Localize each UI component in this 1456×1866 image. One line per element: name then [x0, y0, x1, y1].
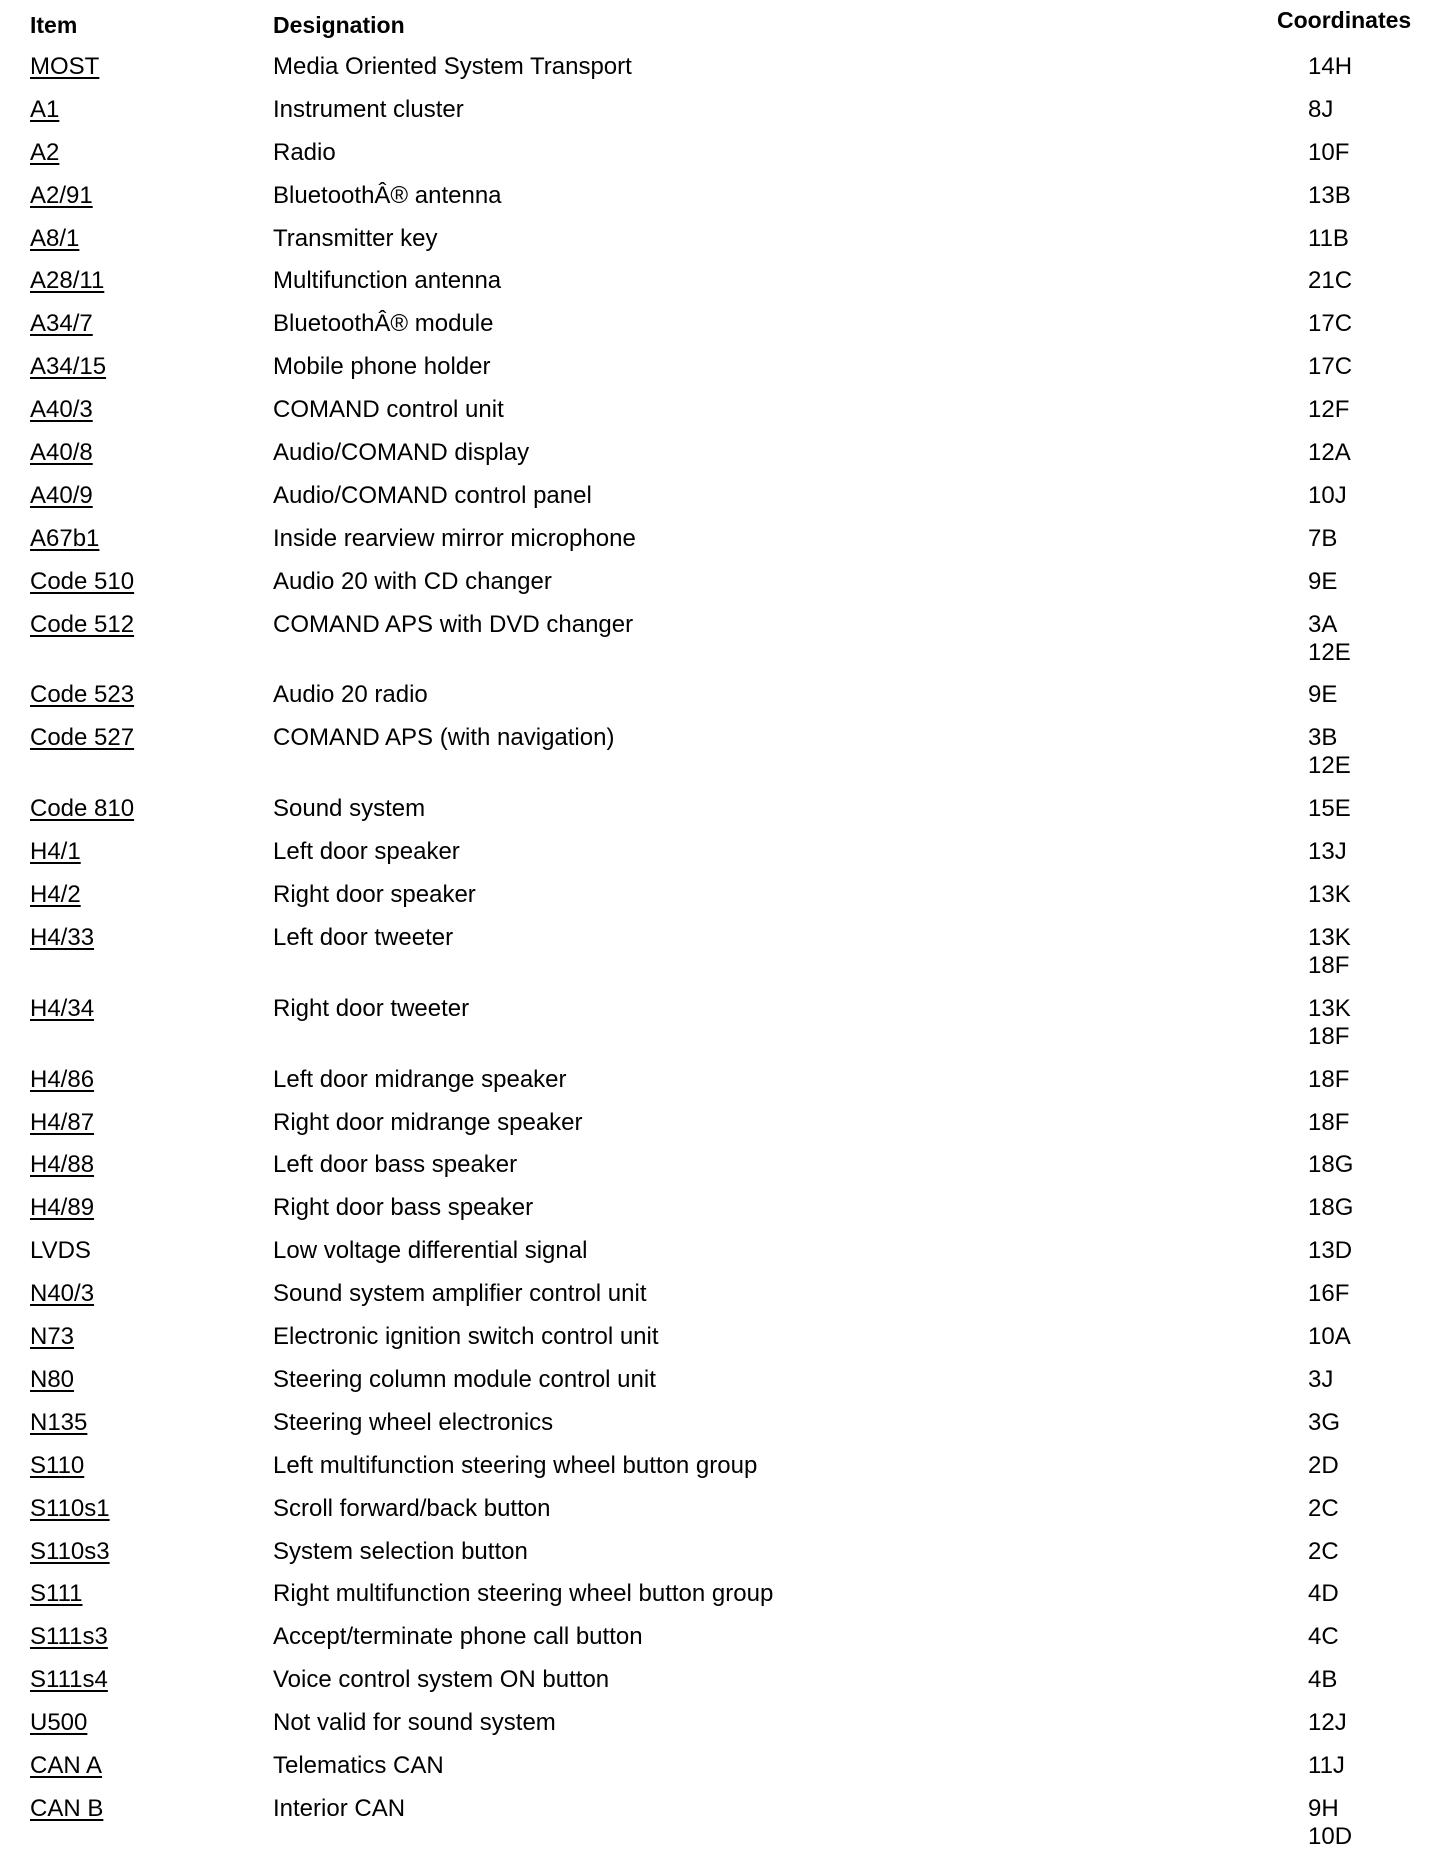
coordinates-cell: [1308, 1452, 1339, 1480]
coordinate-value: 4D: [1308, 1580, 1339, 1608]
coordinates-cell: [1308, 681, 1337, 709]
coordinate-value: 12J: [1308, 1709, 1347, 1737]
coordinate-value: 12E: [1308, 638, 1351, 666]
coordinate-value: 18F: [1308, 1108, 1350, 1136]
coordinates-cell: [1308, 1666, 1337, 1694]
coordinate-value: 12A: [1308, 439, 1351, 467]
coordinates-cell: [1308, 310, 1352, 338]
designation-text: Interior CAN: [273, 1794, 406, 1822]
coordinates-cell: [1308, 1151, 1353, 1179]
coordinates-cell: [1308, 924, 1351, 980]
designation-text: Right door bass speaker: [273, 1194, 534, 1222]
table-row: [0, 439, 1456, 482]
coordinate-value: 3G: [1308, 1408, 1341, 1436]
item-link[interactable]: A1: [30, 95, 60, 123]
table-row: [0, 1237, 1456, 1280]
designation-text: Left multifunction steering wheel button group: [273, 1451, 758, 1479]
coordinate-value: 12E: [1308, 752, 1351, 780]
table-row: [0, 1538, 1456, 1581]
coordinate-value: 18F: [1308, 1065, 1350, 1093]
item-link[interactable]: A8/1: [30, 224, 80, 252]
coordinates-cell: [1308, 611, 1351, 667]
coordinate-value: 13K: [1308, 881, 1351, 909]
item-link[interactable]: N73: [30, 1323, 75, 1351]
table-row: [0, 96, 1456, 139]
designation-text: Right multifunction steering wheel button group: [273, 1580, 774, 1608]
coordinate-value: 21C: [1308, 267, 1353, 295]
table-row: [0, 1795, 1456, 1866]
coordinates-cell: [1308, 1194, 1353, 1222]
coordinate-value: 10J: [1308, 481, 1347, 509]
designation-text: Low voltage differential signal: [273, 1237, 588, 1265]
item-link[interactable]: N40/3: [30, 1280, 95, 1308]
coordinate-value: 18G: [1308, 1151, 1354, 1179]
item-link[interactable]: S111s3: [30, 1623, 108, 1651]
item-link[interactable]: N80: [30, 1365, 75, 1393]
designation-text: Steering wheel electronics: [273, 1408, 554, 1436]
coordinate-value: 9E: [1308, 681, 1338, 709]
item-link[interactable]: Code 510: [30, 567, 135, 595]
table-row: [0, 525, 1456, 568]
designation-text: Transmitter key: [273, 224, 438, 252]
designation-text: System selection button: [273, 1537, 528, 1565]
item-link[interactable]: H4/89: [30, 1194, 95, 1222]
coordinates-cell: [1308, 1323, 1351, 1351]
designation-text: Right door tweeter: [273, 994, 470, 1022]
coordinate-value: 2C: [1308, 1494, 1339, 1522]
designation-text: Scroll forward/back button: [273, 1494, 551, 1522]
table-row: [0, 1366, 1456, 1409]
item-link[interactable]: A28/11: [30, 267, 105, 295]
coordinate-value: 13J: [1308, 838, 1347, 866]
item-link[interactable]: N135: [30, 1408, 88, 1436]
coordinates-cell: [1308, 1409, 1340, 1437]
coordinates-cell: [1308, 139, 1349, 167]
coordinates-cell: [1308, 1623, 1339, 1651]
item-link[interactable]: A2/91: [30, 181, 93, 209]
item-link[interactable]: A34/15: [30, 353, 107, 381]
coordinate-value: 10D: [1308, 1822, 1353, 1850]
designation-text: Left door tweeter: [273, 923, 454, 951]
coordinates-cell: [1308, 1066, 1349, 1094]
coordinate-value: 8J: [1308, 95, 1334, 123]
coordinates-cell: [1308, 1538, 1339, 1566]
designation-text: Audio/COMAND control panel: [273, 481, 592, 509]
coordinates-cell: [1308, 724, 1351, 780]
designation-text: Instrument cluster: [273, 95, 464, 123]
designation-text: Accept/terminate phone call button: [273, 1623, 643, 1651]
coordinates-cell: [1308, 838, 1347, 866]
table-row: [0, 182, 1456, 225]
designation-text: Left door midrange speaker: [273, 1065, 567, 1093]
coordinate-value: 4C: [1308, 1623, 1339, 1651]
table-row: [0, 267, 1456, 310]
table-row: [0, 1666, 1456, 1709]
coordinate-value: 4B: [1308, 1666, 1338, 1694]
item-link[interactable]: A40/3: [30, 396, 93, 424]
coordinate-value: 13K: [1308, 994, 1351, 1022]
item-link[interactable]: S110s3: [30, 1537, 110, 1565]
designation-text: Right door midrange speaker: [273, 1108, 583, 1136]
coordinates-cell: [1308, 1237, 1352, 1265]
coordinate-value: 9E: [1308, 567, 1338, 595]
coordinate-value: 15E: [1308, 795, 1351, 823]
designation-text: Audio 20 with CD changer: [273, 567, 552, 595]
designation-text: BluetoothÂ® module: [273, 310, 494, 338]
table-row: [0, 482, 1456, 525]
coordinate-value: 13D: [1308, 1237, 1353, 1265]
item-link[interactable]: Code 512: [30, 610, 135, 638]
table-row: [0, 1151, 1456, 1194]
table-row: [0, 1066, 1456, 1109]
coordinates-cell: [1308, 396, 1349, 424]
item-link[interactable]: S111: [30, 1580, 83, 1608]
item-link[interactable]: H4/88: [30, 1151, 95, 1179]
table-row: [0, 1452, 1456, 1495]
item-link[interactable]: A2: [30, 138, 60, 166]
legend-table-body: [0, 53, 1456, 1866]
table-row: [0, 1752, 1456, 1795]
table-row: [0, 225, 1456, 268]
table-row: [0, 53, 1456, 96]
coordinate-value: 16F: [1308, 1280, 1350, 1308]
designation-text: COMAND APS (with navigation): [273, 724, 615, 752]
designation-text: BluetoothÂ® antenna: [273, 181, 502, 209]
coordinates-cell: [1308, 881, 1351, 909]
coordinate-value: 2D: [1308, 1451, 1339, 1479]
table-row: [0, 1323, 1456, 1366]
table-row: [0, 611, 1456, 682]
coordinates-cell: [1308, 1280, 1349, 1308]
item-link[interactable]: H4/33: [30, 923, 95, 951]
item-link[interactable]: Code 527: [30, 724, 135, 752]
table-row: [0, 838, 1456, 881]
coordinate-value: 10F: [1308, 138, 1350, 166]
coordinate-value: 18G: [1308, 1194, 1354, 1222]
designation-text: COMAND APS with DVD changer: [273, 610, 634, 638]
table-row: [0, 139, 1456, 182]
coordinate-value: 17C: [1308, 353, 1353, 381]
table-row: [0, 1709, 1456, 1752]
coordinate-value: 3J: [1308, 1365, 1334, 1393]
coordinates-cell: [1308, 568, 1337, 596]
table-row: [0, 924, 1456, 995]
coordinates-cell: [1308, 1109, 1349, 1137]
coordinates-cell: [1308, 225, 1349, 253]
item-link[interactable]: H4/86: [30, 1065, 95, 1093]
coordinates-cell: [1308, 439, 1351, 467]
item-link[interactable]: CAN A: [30, 1751, 103, 1779]
coordinates-cell: [1308, 1709, 1347, 1737]
column-header-coordinates: Coordinates: [1277, 7, 1412, 33]
designation-text: Left door speaker: [273, 838, 460, 866]
coordinates-cell: [1308, 96, 1333, 124]
item-link[interactable]: H4/34: [30, 994, 95, 1022]
item-link[interactable]: S110s1: [30, 1494, 110, 1522]
coordinate-value: 18F: [1308, 1022, 1350, 1050]
coordinate-value: 10A: [1308, 1323, 1351, 1351]
table-row: [0, 396, 1456, 439]
table-row: [0, 1623, 1456, 1666]
item-link[interactable]: MOST: [30, 53, 100, 80]
item-link[interactable]: CAN B: [30, 1794, 104, 1822]
coordinate-value: 14H: [1308, 53, 1353, 80]
table-row: [0, 881, 1456, 924]
coordinate-value: 12F: [1308, 396, 1350, 424]
designation-text: Voice control system ON button: [273, 1666, 610, 1694]
coordinates-cell: [1308, 795, 1351, 823]
item-link[interactable]: H4/2: [30, 881, 81, 909]
table-row: [0, 1495, 1456, 1538]
coordinates-cell: [1308, 482, 1347, 510]
coordinate-value: 17C: [1308, 310, 1353, 338]
designation-text: Sound system: [273, 795, 426, 823]
table-row: [0, 568, 1456, 611]
coordinates-cell: [1308, 1366, 1333, 1394]
coordinate-value: 11B: [1308, 224, 1349, 252]
coordinate-value: 13B: [1308, 181, 1351, 209]
designation-text: Mobile phone holder: [273, 353, 491, 381]
coordinates-cell: [1308, 353, 1352, 381]
coordinate-value: 13K: [1308, 923, 1351, 951]
designation-text: Sound system amplifier control unit: [273, 1280, 647, 1308]
coordinates-cell: [1308, 995, 1351, 1051]
item-link[interactable]: S111s4: [30, 1666, 108, 1694]
coordinate-value: 7B: [1308, 524, 1338, 552]
table-row: [0, 795, 1456, 838]
coordinate-value: 11J: [1308, 1751, 1345, 1779]
table-row: [0, 1194, 1456, 1237]
coordinate-value: 2C: [1308, 1537, 1339, 1565]
designation-text: Audio/COMAND display: [273, 439, 530, 467]
column-header-item: Item: [30, 12, 78, 38]
item-link[interactable]: A40/8: [30, 439, 93, 467]
table-row: [0, 724, 1456, 795]
table-row: [0, 353, 1456, 396]
column-header-designation: Designation: [273, 12, 405, 38]
coordinates-cell: [1308, 1580, 1339, 1608]
coordinates-cell: [1308, 1495, 1339, 1523]
coordinate-value: 18F: [1308, 951, 1350, 979]
designation-text: COMAND control unit: [273, 396, 504, 424]
table-row: [0, 310, 1456, 353]
item-link[interactable]: A34/7: [30, 310, 93, 338]
item-label: LVDS: [30, 1237, 91, 1265]
coordinates-cell: [1308, 525, 1337, 553]
coordinates-cell: [1308, 1795, 1352, 1851]
item-link[interactable]: S110: [30, 1451, 85, 1479]
designation-text: Media Oriented System Transport: [273, 53, 632, 80]
item-link[interactable]: A40/9: [30, 481, 93, 509]
designation-text: Right door speaker: [273, 881, 476, 909]
designation-text: Inside rearview mirror microphone: [273, 524, 636, 552]
coordinates-cell: [1308, 182, 1351, 210]
item-link[interactable]: H4/87: [30, 1108, 95, 1136]
designation-text: Not valid for sound system: [273, 1709, 556, 1737]
table-row: [0, 1409, 1456, 1452]
item-link[interactable]: H4/1: [30, 838, 81, 866]
coordinates-cell: [1308, 53, 1352, 81]
designation-text: Radio: [273, 138, 336, 166]
coordinate-value: 9H: [1308, 1794, 1339, 1822]
item-link[interactable]: U500: [30, 1709, 88, 1737]
designation-text: Electronic ignition switch control unit: [273, 1323, 659, 1351]
table-row: [0, 1280, 1456, 1323]
coordinates-cell: [1308, 267, 1352, 295]
item-link[interactable]: A67b1: [30, 524, 100, 552]
coordinates-cell: [1308, 1752, 1345, 1780]
designation-text: Left door bass speaker: [273, 1151, 518, 1179]
table-row: [0, 681, 1456, 724]
table-row: [0, 1109, 1456, 1152]
table-row: [0, 1580, 1456, 1623]
coordinate-value: 3A: [1308, 610, 1338, 638]
designation-text: Audio 20 radio: [273, 681, 428, 709]
item-link[interactable]: Code 810: [30, 795, 135, 823]
coordinate-value: 3B: [1308, 724, 1338, 752]
table-row: [0, 995, 1456, 1066]
designation-text: Multifunction antenna: [273, 267, 502, 295]
designation-text: Steering column module control unit: [273, 1365, 656, 1393]
item-link[interactable]: Code 523: [30, 681, 135, 709]
designation-text: Telematics CAN: [273, 1751, 444, 1779]
